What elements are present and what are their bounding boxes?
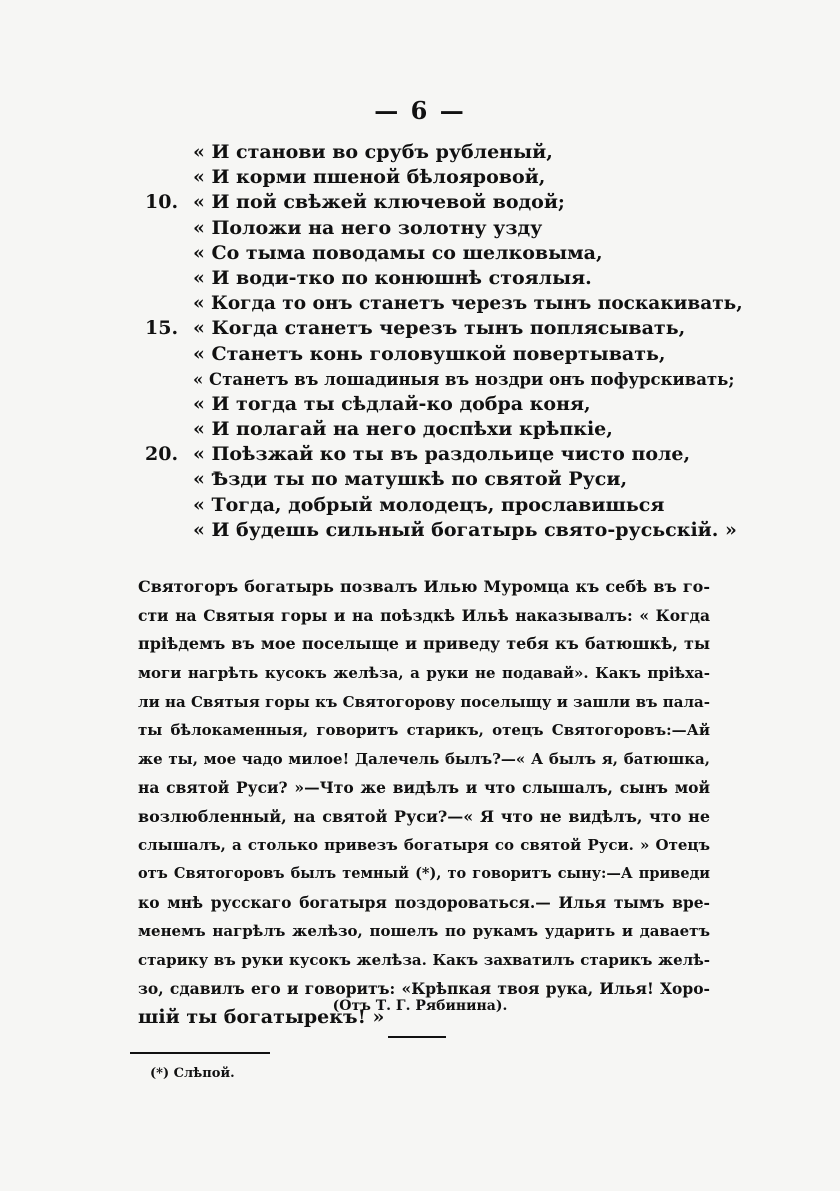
footnote: (*) Слѣпой. <box>150 1066 235 1081</box>
prose-line: зо, сдавилъ его и говоритъ: «Крѣпкая твоя рука, Илья! Хоро- <box>138 978 710 998</box>
verse-line-text: « Поѣзжай ко ты въ раздольице чисто поле, <box>193 443 691 466</box>
verse-line <box>145 241 745 266</box>
verse-line-text: « И станови во срубъ рубленый, <box>193 141 553 163</box>
attribution: (Отъ Т. Г. Рябинина). <box>332 998 508 1014</box>
prose-line: ли на Святыя горы къ Святогорову поселыщу и зашли въ пала- <box>138 692 710 711</box>
prose-line: Святогоръ богатырь позвалъ Илью Муромца къ себѣ въ го- <box>138 577 710 596</box>
prose-line: же ты, мое чадо милое! Далечель былъ?—« А былъ я, батюшка, <box>138 750 710 769</box>
verse-line <box>145 266 745 291</box>
verse-line-text: « И тогда ты сѣдлай-ко добра коня, <box>193 392 591 415</box>
prose-line: ты бѣлокаменныя, говоритъ старикъ, отецъ Святогоровъ:—Ай <box>138 721 710 740</box>
verse-line <box>145 342 745 367</box>
section-divider <box>388 1036 446 1038</box>
prose-line: возлюбленный, на святой Руси?—« Я что не видѣлъ, что не <box>138 806 710 826</box>
verse-line <box>145 216 745 241</box>
verse-line-text: « Тогда, добрый молодецъ, прославишься <box>193 493 665 516</box>
verse-line <box>145 165 745 190</box>
verse-line-text: « И пой свѣжей ключевой водой; <box>193 191 565 214</box>
prose-line: сти на Святыя горы и на поѣздкѣ Ильѣ наказывалъ: « Когда <box>138 605 710 625</box>
prose-line: шій ты богатырекъ! » <box>138 1006 385 1029</box>
page-number: — 6 — <box>374 96 466 125</box>
verse-block <box>145 140 745 543</box>
verse-line-text: « И води-тко по конюшнѣ стоялыя. <box>193 266 592 289</box>
prose-line: ко мнѣ русскаго богатыря поздороваться.— Илья тымъ вре- <box>138 892 710 912</box>
verse-line-text: « И корми пшеной бѣлояровой, <box>193 166 546 189</box>
verse-line <box>145 442 745 467</box>
verse-line-number: 15. <box>145 317 179 340</box>
verse-line-number: 10. <box>145 191 179 214</box>
prose-line: на святой Руси? »—Что же видѣлъ и что слышалъ, сынъ мой <box>138 777 710 797</box>
prose-line: слышалъ, а столько привезъ богатыря со святой Руси. » Отецъ <box>138 836 710 855</box>
prose-line: отъ Святогоровъ былъ темный (*), то говоритъ сыну:—А приведи <box>138 864 710 882</box>
prose-line: моги нагрѣть кусокъ желѣза, а руки не подавай». Какъ пріѣха- <box>138 664 710 683</box>
prose-line: менемъ нагрѣлъ желѣзо, пошелъ по рукамъ ударить и даваетъ <box>138 922 710 941</box>
verse-line <box>145 291 745 316</box>
verse-line <box>145 316 745 341</box>
verse-line-text: « Станетъ конь головушкой повертывать, <box>193 342 666 365</box>
verse-line <box>145 467 745 492</box>
verse-line-text: « И полагай на него доспѣхи крѣпкіе, <box>193 418 613 441</box>
verse-line <box>145 392 745 417</box>
verse-line-text: « Станетъ въ лошадиныя въ ноздри онъ пофурскивать; <box>193 369 735 389</box>
verse-line-number: 20. <box>145 443 179 466</box>
prose-line: старику въ руки кусокъ желѣза. Какъ захватилъ старикъ желѣ- <box>138 950 710 969</box>
verse-line <box>145 190 745 215</box>
verse-line-text: « Ѣзди ты по матушкѣ по святой Руси, <box>193 468 628 491</box>
prose-block <box>138 573 710 1032</box>
prose-line: пріѣдемъ въ мое поселыще и приведу тебя къ батюшкѣ, ты <box>138 634 710 654</box>
verse-line <box>145 518 745 543</box>
verse-line-text: « Когда то онъ станетъ черезъ тынъ поскакивать, <box>193 293 743 315</box>
footnote-rule <box>130 1052 270 1054</box>
verse-line <box>145 367 745 392</box>
verse-line <box>145 140 745 165</box>
verse-line <box>145 417 745 442</box>
verse-line-text: « Когда станетъ черезъ тынъ поплясывать, <box>193 317 686 340</box>
verse-line <box>145 493 745 518</box>
verse-line-text: « И будешь сильный богатырь свято-русьскій. » <box>193 518 737 541</box>
verse-line-text: « Со тыма поводамы со шелковыма, <box>193 241 603 264</box>
verse-line-text: « Положи на него золотну узду <box>193 216 543 239</box>
